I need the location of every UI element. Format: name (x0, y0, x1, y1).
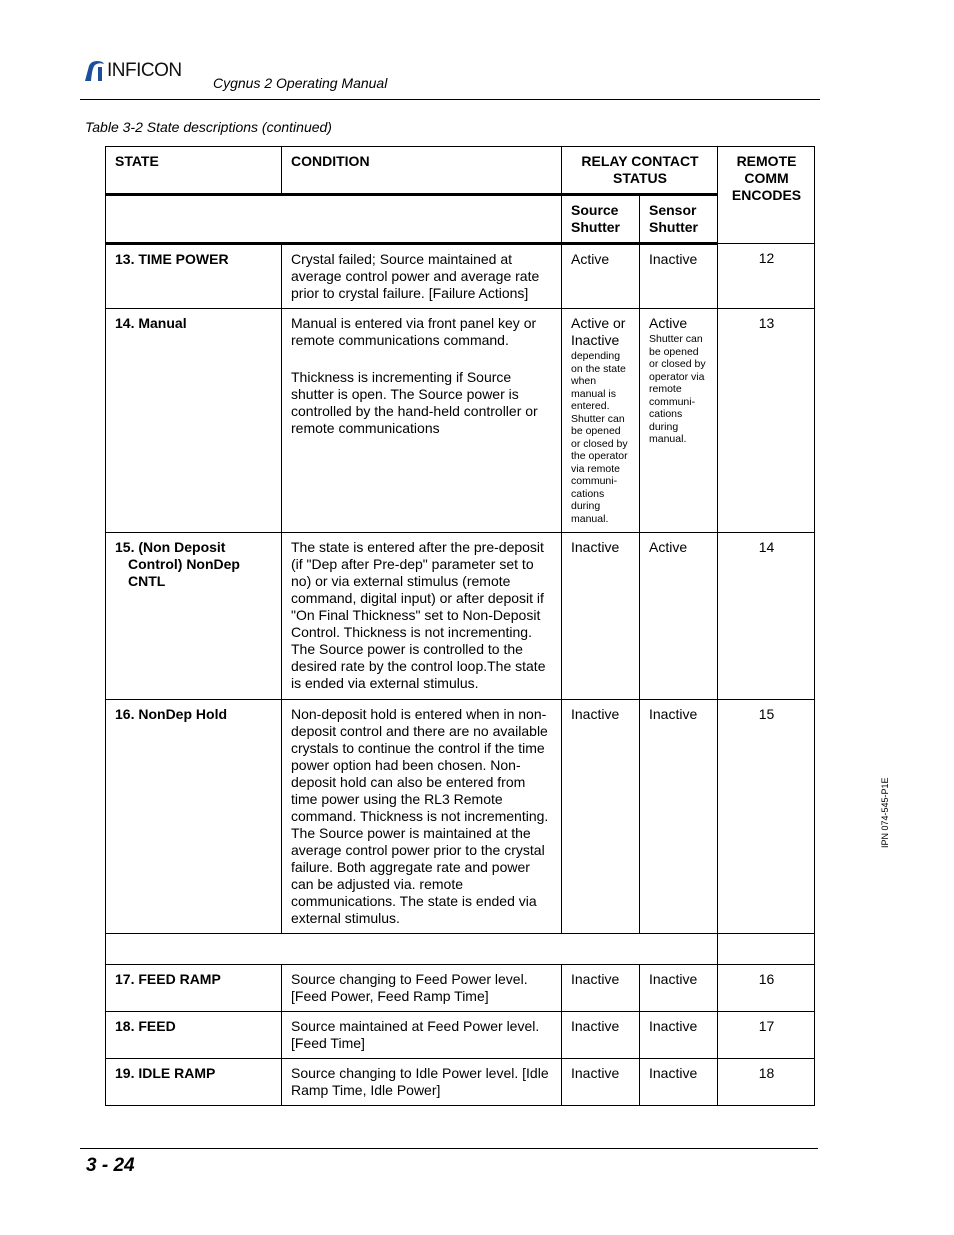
source-shutter-cell: Inactive (562, 533, 640, 700)
sensor-shutter-cell (640, 309, 718, 533)
table-row (106, 244, 815, 309)
sensor-shutter-cell: Inactive (640, 244, 718, 309)
state-cell: 16. NonDep Hold (106, 700, 282, 934)
condition-text: Manual is entered via front panel key or remote communications command. (291, 315, 537, 348)
inficon-logo-icon (82, 60, 106, 82)
page-header (80, 58, 820, 100)
remote-code-cell: 13 (718, 309, 815, 533)
source-shutter-cell: Inactive (562, 1012, 640, 1059)
condition-cell: Source changing to Idle Power level. [Idle Ramp Time, Idle Power] (282, 1059, 562, 1106)
remote-code-cell: 15 (718, 700, 815, 934)
condition-cell: Non-deposit hold is entered when in non-deposit control and there are no available crystals to continue the control if the time power option had been chosen. Non-deposit hold can also be entered from time power using the RL3 Remote command. Thickness is not incrementing. The Source power is maintained at the average control power prior to the crystal failure. Both aggregate rate and power can be adjusted via. remote communications. The state is ended via external stimulus. (282, 700, 562, 934)
header-remote-comm-encodes: REMOTE COMM ENCODES (718, 147, 815, 244)
header-sensor-shutter: Sensor Shutter (640, 195, 718, 244)
blank-cell (106, 934, 718, 965)
condition-cell: Crystal failed; Source maintained at average control power and average rate prior to crystal failure. [Failure Actions] (282, 244, 562, 309)
source-note: depending on the state when manual is entered. Shutter can be opened or closed by the operator via remote communi-cations during manual. (571, 350, 628, 525)
footer-rule (80, 1148, 818, 1149)
sensor-shutter-cell: Inactive (640, 700, 718, 934)
sensor-shutter-cell: Active (640, 533, 718, 700)
blank-separator-row (106, 934, 815, 965)
table-caption: Table 3-2 State descriptions (continued) (85, 119, 332, 135)
table-row (106, 1012, 815, 1059)
table-row (106, 533, 815, 700)
header-condition: CONDITION (282, 147, 562, 195)
header-blank-cell (106, 195, 562, 244)
document-title: Cygnus 2 Operating Manual (213, 75, 388, 91)
logo-text: INFICON (107, 60, 182, 81)
sensor-shutter-cell: Inactive (640, 965, 718, 1012)
sensor-note: Shutter can be opened or closed by operator via remote communi-cations during manual. (649, 333, 706, 445)
remote-code-cell: 12 (718, 244, 815, 309)
header-source-shutter: Source Shutter (562, 195, 640, 244)
table-row (106, 700, 815, 934)
condition-cell: Source maintained at Feed Power level. [Feed Time] (282, 1012, 562, 1059)
source-shutter-cell: Active (562, 244, 640, 309)
source-status: Active or Inactive (571, 315, 626, 348)
ipn-side-note: IPN 074-545-P1E (880, 777, 890, 848)
state-cell: 15. (Non Deposit Control) NonDep CNTL (106, 533, 282, 700)
state-cell: 18. FEED (106, 1012, 282, 1059)
remote-code-cell: 14 (718, 533, 815, 700)
sensor-shutter-cell: Inactive (640, 1059, 718, 1106)
condition-cell (282, 309, 562, 533)
source-shutter-cell: Inactive (562, 965, 640, 1012)
condition-text: Thickness is incrementing if Source shutter is open. The Source power is controlled by the hand-held controller or remote communications (291, 369, 538, 436)
source-shutter-cell: Inactive (562, 700, 640, 934)
remote-code-cell: 17 (718, 1012, 815, 1059)
header-relay-contact-status: RELAY CONTACT STATUS (562, 147, 718, 195)
sensor-status: Active (649, 315, 688, 331)
table-row (106, 309, 815, 533)
condition-cell: Source changing to Feed Power level. [Feed Power, Feed Ramp Time] (282, 965, 562, 1012)
table-row (106, 1059, 815, 1106)
state-descriptions-table (105, 146, 815, 1106)
remote-code-cell: 16 (718, 965, 815, 1012)
state-cell: 14. Manual (106, 309, 282, 533)
source-shutter-cell (562, 309, 640, 533)
state-cell: 17. FEED RAMP (106, 965, 282, 1012)
source-shutter-cell: Inactive (562, 1059, 640, 1106)
page-number: 3 - 24 (86, 1155, 135, 1176)
sensor-shutter-cell: Inactive (640, 1012, 718, 1059)
remote-code-cell: 18 (718, 1059, 815, 1106)
blank-cell (718, 934, 815, 965)
state-cell: 19. IDLE RAMP (106, 1059, 282, 1106)
inficon-logo (82, 60, 182, 82)
state-cell: 13. TIME POWER (106, 244, 282, 309)
condition-cell: The state is entered after the pre-deposit (if "Dep after Pre-dep" parameter set to no) or via external stimulus (remote command, digital input) or after deposit if "On Final Thickness" set to Non-Deposit Control. Thickness is not incrementing. The Source power is controlled to the desired rate by the control loop.The state is ended via external stimulus. (282, 533, 562, 700)
header-state: STATE (106, 147, 282, 195)
table-row (106, 965, 815, 1012)
